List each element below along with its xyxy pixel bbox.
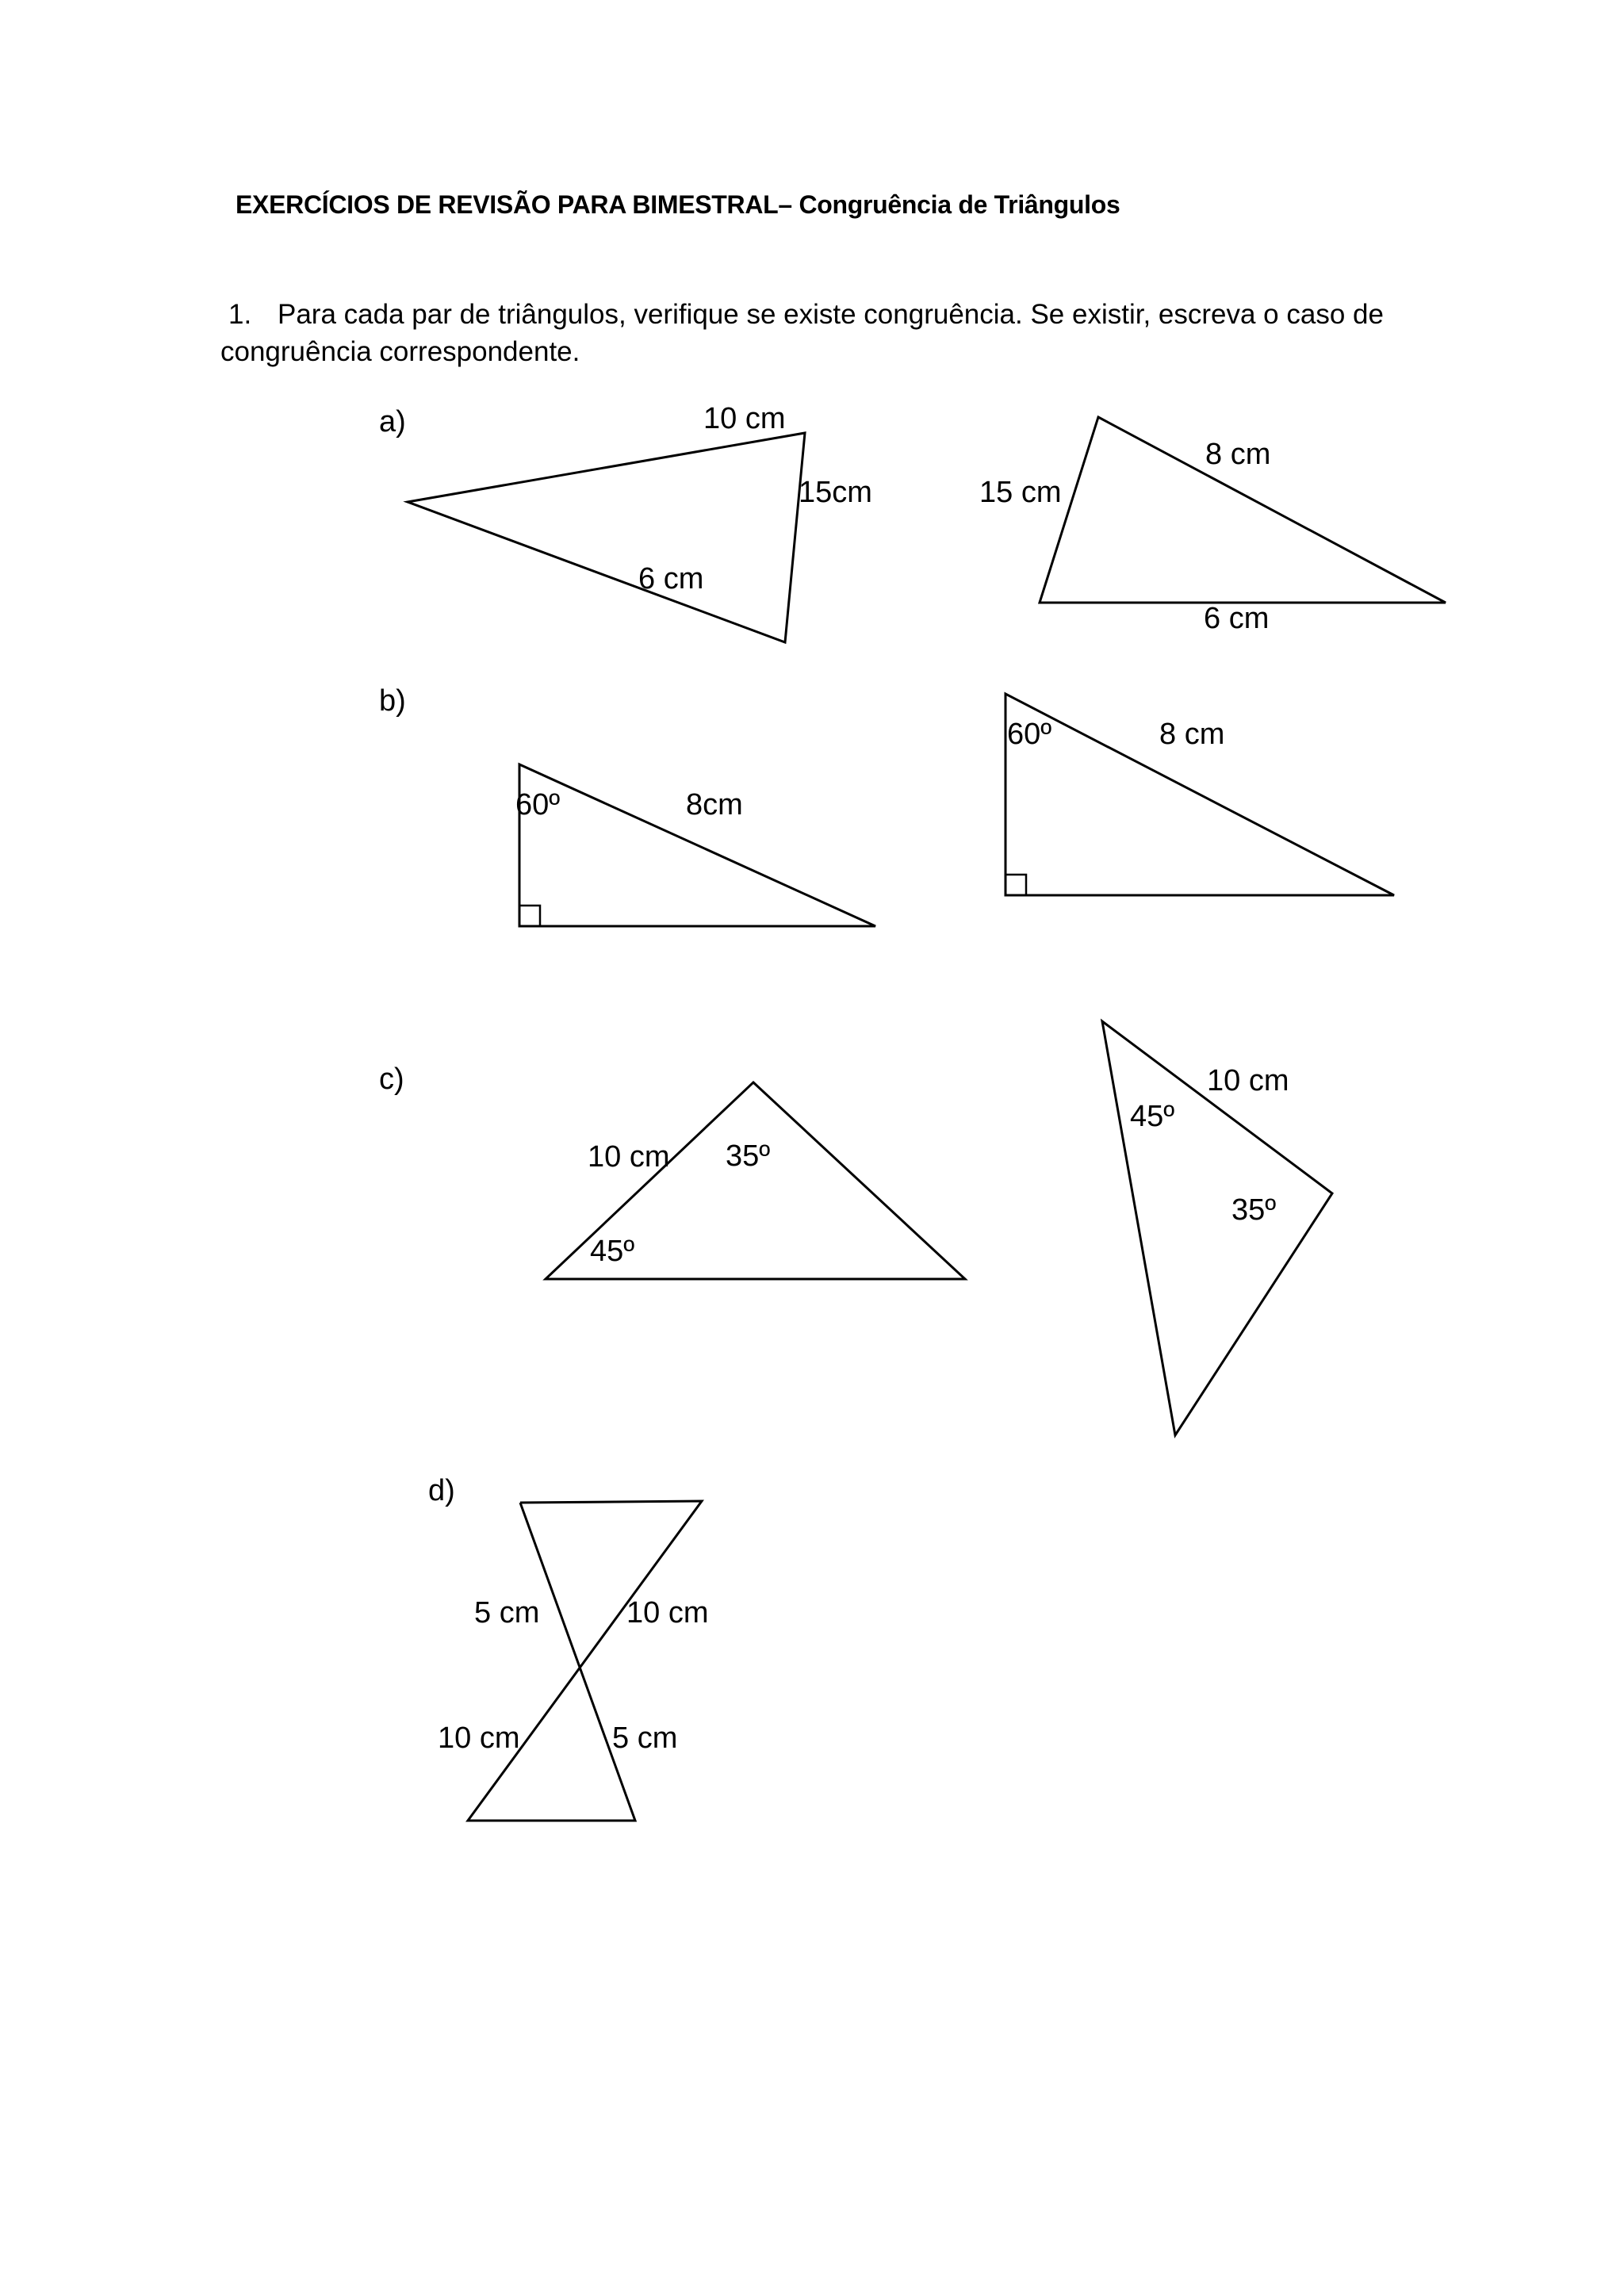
item-b-t1-hypotenuse: 8cm (686, 788, 743, 821)
item-d (428, 1474, 708, 1821)
item-b-label: b) (379, 684, 406, 718)
item-b-t1-angle: 60º (515, 788, 561, 821)
item-c-t2-angle-right: 35º (1231, 1193, 1277, 1227)
item-a-t1-side-bottom: 6 cm (638, 562, 704, 596)
item-c-t2-angle-top: 45º (1130, 1100, 1175, 1133)
right-angle-mark (519, 906, 540, 926)
item-a-triangle-1 (408, 433, 805, 642)
item-a-t1-side-top: 10 cm (703, 402, 786, 435)
item-c (379, 1021, 1332, 1435)
item-b-t2-hypotenuse: 8 cm (1159, 718, 1225, 751)
question-number: 1. (228, 299, 252, 330)
item-a-t1-side-right: 15cm (799, 476, 872, 509)
right-angle-mark (1005, 875, 1026, 895)
item-a (379, 402, 1446, 642)
item-a-label: a) (379, 405, 406, 439)
item-c-label: c) (379, 1063, 404, 1096)
item-d-lower-right: 5 cm (612, 1721, 678, 1755)
item-b-t2-angle: 60º (1007, 718, 1052, 751)
item-d-crossed-triangles (468, 1501, 702, 1821)
item-c-t1-angle-top: 35º (726, 1139, 771, 1173)
item-c-t2-side: 10 cm (1207, 1064, 1289, 1097)
item-c-t1-side: 10 cm (588, 1140, 670, 1174)
item-a-t2-side-bottom: 6 cm (1204, 602, 1270, 635)
item-d-upper-right: 10 cm (626, 1596, 709, 1630)
item-d-label: d) (428, 1474, 455, 1507)
item-a-t2-side-left: 15 cm (979, 476, 1062, 509)
item-a-t2-side-top: 8 cm (1205, 438, 1271, 471)
question-text: Para cada par de triângulos, verifique se existe congruência. Se existir, escreva o caso de congruência correspondente. (220, 299, 1384, 367)
item-d-lower-left: 10 cm (438, 1721, 520, 1755)
item-d-upper-left: 5 cm (474, 1596, 540, 1630)
page-title: EXERCÍCIOS DE REVISÃO PARA BIMESTRAL– Congruência de Triângulos (236, 190, 1120, 219)
item-b (379, 684, 1394, 926)
item-c-t1-angle-left: 45º (590, 1235, 635, 1268)
